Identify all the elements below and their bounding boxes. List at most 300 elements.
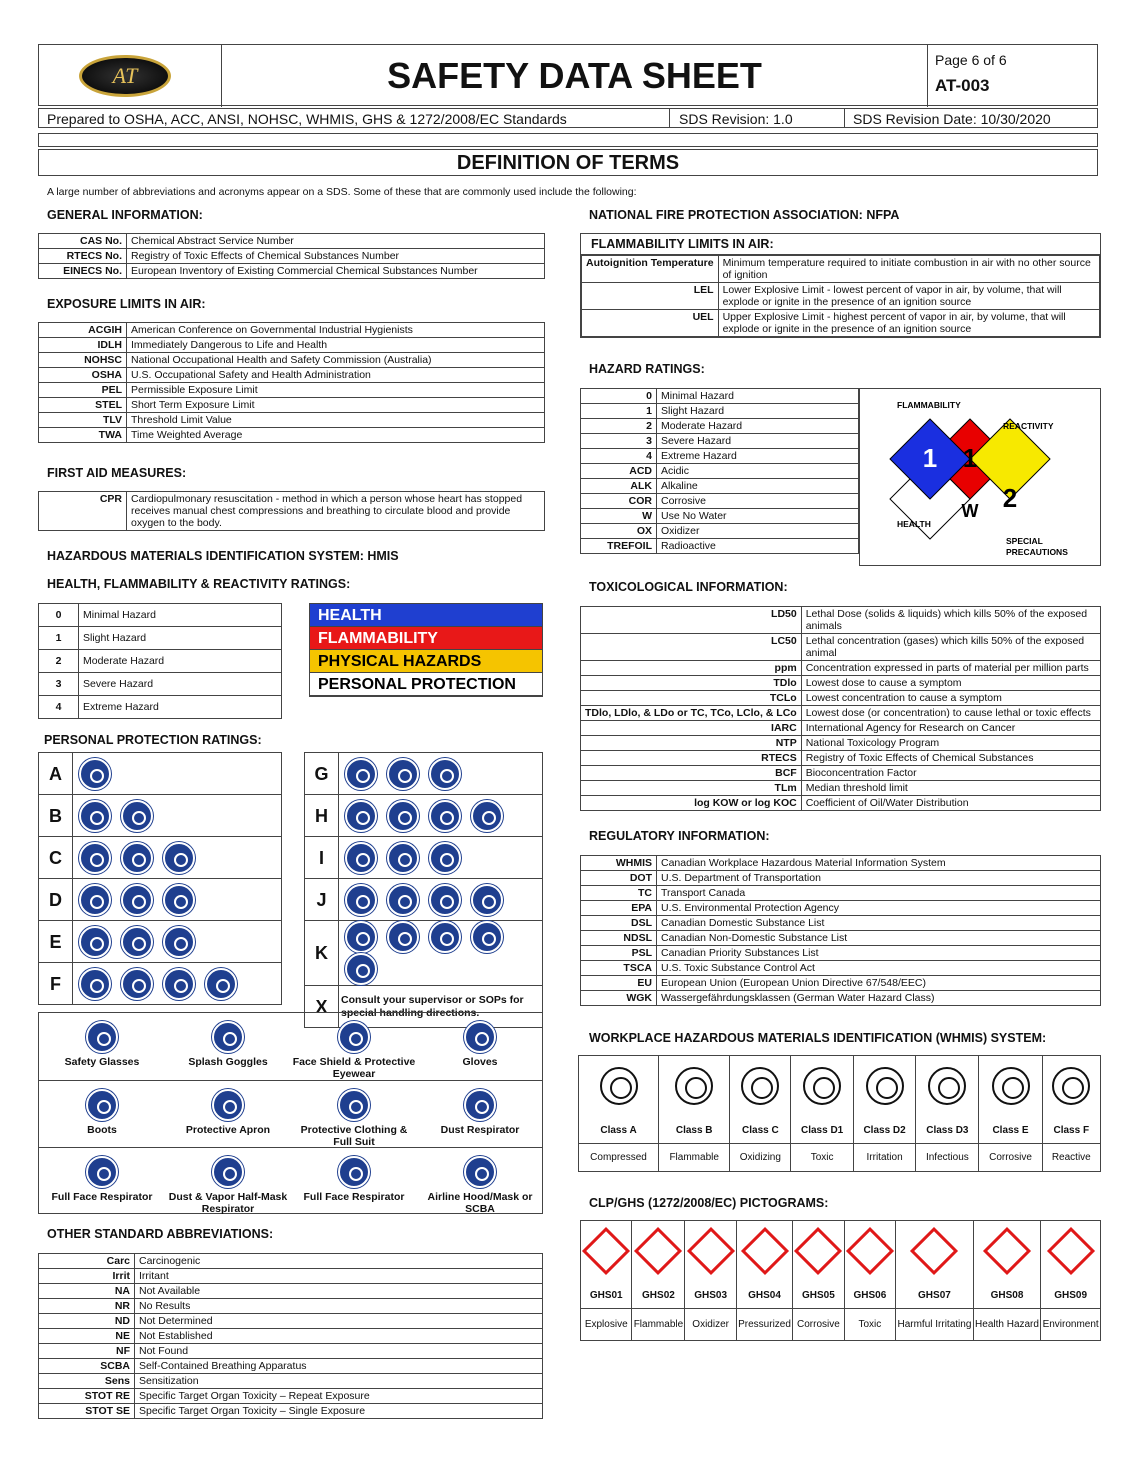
term-key: EINECS No. (39, 264, 127, 279)
term-key: LEL (582, 283, 719, 310)
ppe-icon (345, 921, 377, 953)
term-definition: U.S. Occupational Safety and Health Administration (127, 368, 545, 383)
rating-label: Slight Hazard (79, 627, 282, 650)
ppe-legend-label: Protective Apron (185, 1124, 271, 1136)
ppe-icon (338, 1156, 370, 1188)
term-key: NE (39, 1329, 135, 1344)
ppe-icon (338, 1021, 370, 1053)
table-row (581, 479, 859, 494)
term-key: COR (581, 494, 657, 509)
ppe-letter: J (305, 879, 339, 921)
term-key: PSL (581, 946, 657, 961)
standards-text: Prepared to OSHA, ACC, ANSI, NOHSC, WHMIS, GHS & 1272/2008/EC Standards (47, 111, 567, 127)
term-key: 1 (581, 404, 657, 419)
ppe-icon (345, 842, 377, 874)
ppe-legend-item (417, 1013, 543, 1080)
reg-table (580, 855, 1101, 1006)
ppe-right-table (304, 752, 543, 1028)
ghs-code: GHS02 (632, 1285, 685, 1309)
term-key: ALK (581, 479, 657, 494)
whmis-class: Class E (979, 1120, 1042, 1144)
ppe-icon (121, 842, 153, 874)
nfpa-flammability-label: FLAMMABILITY (897, 400, 961, 410)
ppe-letter: K (305, 921, 339, 986)
table-row (581, 961, 1101, 976)
ppe-row (305, 921, 543, 986)
ppe-legend-item (291, 1147, 417, 1214)
ppe-icons (339, 837, 543, 879)
sds-revision: SDS Revision: 1.0 (679, 111, 793, 127)
table-row (39, 368, 545, 383)
table-row (39, 383, 545, 398)
whmis-class: Class D3 (916, 1120, 979, 1144)
term-key: 4 (581, 449, 657, 464)
ppe-letter: B (39, 795, 73, 837)
whmis-desc: Oxidizing (730, 1144, 791, 1172)
term-definition: Permissible Exposure Limit (127, 383, 545, 398)
term-definition: Cardiopulmonary resuscitation - method in which a person whose heart has stopped receives manual chest compressions and breathing to circulate blood and provide oxygen to the body. (127, 492, 545, 531)
ppe-left-table (38, 752, 282, 1005)
hazard-title: HAZARD RATINGS: (589, 362, 705, 376)
ppe-icon (464, 1089, 496, 1121)
whmis-class: Class D1 (791, 1120, 853, 1144)
table-row (581, 607, 1101, 634)
term-definition: Severe Hazard (657, 434, 859, 449)
term-definition: Minimal Hazard (657, 389, 859, 404)
ppe-letter: E (39, 921, 73, 963)
whmis-table (578, 1055, 1101, 1172)
ppe-icons (339, 921, 543, 986)
term-definition: Canadian Workplace Hazardous Material Information System (657, 856, 1101, 871)
ppe-letter: A (39, 753, 73, 795)
ppe-legend-item (39, 1013, 165, 1080)
term-key: NF (39, 1344, 135, 1359)
ppe-icon (79, 800, 111, 832)
ppe-icon (387, 884, 419, 916)
hmis-bar: FLAMMABILITY (310, 627, 542, 650)
ppe-letter: D (39, 879, 73, 921)
table-row (581, 871, 1101, 886)
table-row (581, 464, 859, 479)
table-row (39, 627, 282, 650)
term-definition: National Toxicology Program (801, 736, 1100, 751)
table-row (39, 650, 282, 673)
table-row (581, 796, 1101, 811)
term-key: NDSL (581, 931, 657, 946)
standards-bar (38, 108, 1098, 128)
table-row (39, 1254, 543, 1269)
term-definition: Specific Target Organ Toxicity – Single Exposure (135, 1404, 543, 1419)
term-definition: Upper Explosive Limit - highest percent of vapor in air, by volume, that will explode or ignite in the presence of an ignition source (718, 310, 1099, 337)
whmis-desc: Infectious (916, 1144, 979, 1172)
ppe-icons (339, 753, 543, 795)
term-key: Sens (39, 1374, 135, 1389)
ppe-legend-label: Airline Hood/Mask or SCBA (427, 1191, 533, 1215)
term-definition: Oxidizer (657, 524, 859, 539)
table-row (39, 1374, 543, 1389)
rating-label: Extreme Hazard (79, 696, 282, 719)
ghs-desc: Oxidizer (685, 1309, 736, 1341)
whmis-class: Class A (579, 1120, 659, 1144)
term-key: CAS No. (39, 234, 127, 249)
term-key: TREFOIL (581, 539, 657, 554)
page-number: Page 6 of 6 (935, 52, 1007, 68)
ghs-code: GHS03 (685, 1285, 736, 1309)
term-definition: Lowest dose (or concentration) to cause lethal or toxic effects (801, 706, 1100, 721)
table-row (581, 856, 1101, 871)
term-key: ACGIH (39, 323, 127, 338)
term-definition: U.S. Toxic Substance Control Act (657, 961, 1101, 976)
intro-text: A large number of abbreviations and acronyms appear on a SDS. Some of these that are commonly used include the following: (47, 186, 637, 198)
ghs-pictogram (846, 1227, 894, 1275)
term-definition: National Occupational Health and Safety Commission (Australia) (127, 353, 545, 368)
ppe-icon (429, 800, 461, 832)
term-key: NTP (581, 736, 802, 751)
ghs-pictogram (794, 1227, 842, 1275)
ppe-row (39, 963, 282, 1005)
ppe-icon (387, 921, 419, 953)
term-key: STEL (39, 398, 127, 413)
ppe-legend-item (291, 1013, 417, 1080)
ghs-code: GHS09 (1041, 1285, 1101, 1309)
table-row (39, 1314, 543, 1329)
term-definition: Median threshold limit (801, 781, 1100, 796)
nfpa-special-label: SPECIAL PRECAUTIONS (1006, 536, 1068, 557)
table-row (39, 234, 545, 249)
table-row (581, 931, 1101, 946)
ppe-icon (86, 1021, 118, 1053)
term-key: ACD (581, 464, 657, 479)
term-definition: Lethal concentration (gases) which kills 50% of the exposed animal (801, 634, 1100, 661)
term-key: DSL (581, 916, 657, 931)
ppe-icon (163, 968, 195, 1000)
header-box (38, 44, 1098, 106)
table-row (39, 1404, 543, 1419)
table-row (581, 494, 859, 509)
ppe-legend-label: Safety Glasses (64, 1056, 140, 1068)
table-row (39, 413, 545, 428)
term-definition: European Inventory of Existing Commercial Chemical Substances Number (127, 264, 545, 279)
flam-box (580, 233, 1101, 338)
table-row (581, 751, 1101, 766)
ghs-code: GHS05 (793, 1285, 844, 1309)
ppe-icon (163, 926, 195, 958)
ghs-pictogram (634, 1227, 682, 1275)
term-key: SCBA (39, 1359, 135, 1374)
nfpa-diamond-box (859, 388, 1101, 566)
flam-table (581, 255, 1100, 337)
ghs-code: GHS07 (896, 1285, 974, 1309)
ppe-icon (79, 926, 111, 958)
term-key: NR (39, 1299, 135, 1314)
ppe-legend-label: Full Face Respirator (303, 1191, 405, 1203)
term-key: 0 (581, 389, 657, 404)
term-definition: Bioconcentration Factor (801, 766, 1100, 781)
ppe-legend (38, 1012, 543, 1214)
table-row (581, 886, 1101, 901)
firstaid-title: FIRST AID MEASURES: (47, 466, 187, 480)
ppe-icon (86, 1089, 118, 1121)
rating-value: 3 (39, 673, 79, 696)
term-key: Carc (39, 1254, 135, 1269)
term-definition: Slight Hazard (657, 404, 859, 419)
term-definition: Lowest concentration to cause a symptom (801, 691, 1100, 706)
ppe-row (305, 879, 543, 921)
rating-value: 4 (39, 696, 79, 719)
term-key: ND (39, 1314, 135, 1329)
table-row (579, 1056, 1101, 1120)
term-key: ppm (581, 661, 802, 676)
term-key: OX (581, 524, 657, 539)
term-definition: Coefficient of Oil/Water Distribution (801, 796, 1100, 811)
table-row (39, 1269, 543, 1284)
table-row (579, 1144, 1101, 1172)
term-key: log KOW or log KOC (581, 796, 802, 811)
ppe-row (305, 795, 543, 837)
ghs-pictogram (582, 1227, 630, 1275)
ppe-icon (387, 842, 419, 874)
ppe-legend-item (291, 1080, 417, 1147)
ghs-pictogram (910, 1227, 958, 1275)
ghs-table (580, 1220, 1101, 1341)
term-definition: Transport Canada (657, 886, 1101, 901)
ppe-legend-item (165, 1080, 291, 1147)
ghs-desc: Environment (1041, 1309, 1101, 1341)
term-key: WHMIS (581, 856, 657, 871)
term-definition: Irritant (135, 1269, 543, 1284)
ppe-icon (79, 968, 111, 1000)
term-key: OSHA (39, 368, 127, 383)
term-definition: Not Found (135, 1344, 543, 1359)
ppe-icons (73, 837, 282, 879)
nfpa-yellow-number: 2 (1002, 483, 1018, 513)
table-row (39, 1284, 543, 1299)
ppe-x-text: Consult your supervisor or SOPs for special handling directions. (339, 986, 543, 1028)
whmis-class: Class C (730, 1120, 791, 1144)
ppe-icon (387, 758, 419, 790)
hmis-bar: PERSONAL PROTECTION (310, 673, 542, 696)
ppe-icon (429, 921, 461, 953)
term-key: LD50 (581, 607, 802, 634)
term-definition: Radioactive (657, 539, 859, 554)
term-key: TCLo (581, 691, 802, 706)
ghs-pictogram (740, 1227, 788, 1275)
table-row (581, 634, 1101, 661)
ppe-icon (121, 884, 153, 916)
ghs-desc: Corrosive (793, 1309, 844, 1341)
table-row (39, 264, 545, 279)
table-row (39, 1389, 543, 1404)
ppe-legend-item (417, 1147, 543, 1214)
term-key: TWA (39, 428, 127, 443)
ppe-icons (339, 795, 543, 837)
doc-id: AT-003 (935, 76, 990, 95)
whmis-class: Class D2 (853, 1120, 915, 1144)
whmis-class: Class F (1042, 1120, 1100, 1144)
reg-title: REGULATORY INFORMATION: (589, 829, 770, 843)
term-definition: Lowest dose to cause a symptom (801, 676, 1100, 691)
table-row (582, 256, 1100, 283)
table-row (582, 310, 1100, 337)
table-row (39, 398, 545, 413)
ppe-row (39, 753, 282, 795)
term-key: UEL (582, 310, 719, 337)
ppe-icons (73, 879, 282, 921)
ghs-code: GHS08 (973, 1285, 1041, 1309)
term-key: TC (581, 886, 657, 901)
term-definition: Registry of Toxic Effects of Chemical Substances Number (127, 249, 545, 264)
term-definition: Chemical Abstract Service Number (127, 234, 545, 249)
term-key: CPR (39, 492, 127, 531)
term-definition: Immediately Dangerous to Life and Health (127, 338, 545, 353)
table-row (579, 1120, 1101, 1144)
term-definition: Sensitization (135, 1374, 543, 1389)
ppe-icon (429, 842, 461, 874)
whmis-desc: Toxic (791, 1144, 853, 1172)
whmis-symbol (675, 1067, 713, 1105)
whmis-title: WORKPLACE HAZARDOUS MATERIALS IDENTIFICATION (WHMIS) SYSTEM: (589, 1031, 1047, 1045)
ppe-icon (471, 921, 503, 953)
ppe-row (39, 879, 282, 921)
ppe-icon (464, 1156, 496, 1188)
term-definition: Carcinogenic (135, 1254, 543, 1269)
table-row (581, 524, 859, 539)
sds-revision-date: SDS Revision Date: 10/30/2020 (853, 111, 1051, 127)
whmis-symbol (928, 1067, 966, 1105)
term-definition: Use No Water (657, 509, 859, 524)
section-title: DEFINITION OF TERMS (38, 149, 1098, 176)
nfpa-blue-number: 1 (922, 443, 938, 473)
term-key: STOT RE (39, 1389, 135, 1404)
ppe-icons (73, 795, 282, 837)
ghs-pictogram (1047, 1227, 1095, 1275)
rating-value: 2 (39, 650, 79, 673)
page-title: SAFETY DATA SHEET (387, 55, 762, 96)
ppe-row (305, 753, 543, 795)
ppe-legend-item (165, 1147, 291, 1214)
whmis-symbol (803, 1067, 841, 1105)
table-row (39, 673, 282, 696)
exposure-table (38, 322, 545, 443)
logo: AT (79, 55, 171, 97)
table-row (39, 1299, 543, 1314)
ppe-icon (338, 1089, 370, 1121)
term-key: NOHSC (39, 353, 127, 368)
ppe-letter: F (39, 963, 73, 1005)
table-row (39, 492, 545, 531)
table-row (581, 691, 1101, 706)
table-row (581, 449, 859, 464)
term-key: RTECS (581, 751, 802, 766)
ppe-row (39, 795, 282, 837)
ppe-icon (345, 758, 377, 790)
ppe-icon (79, 758, 111, 790)
term-key: NA (39, 1284, 135, 1299)
term-definition: Self-Contained Breathing Apparatus (135, 1359, 543, 1374)
ppe-letter: C (39, 837, 73, 879)
term-key: DOT (581, 871, 657, 886)
term-definition: Minimum temperature required to initiate combustion in air with no other source of ignition (718, 256, 1099, 283)
term-definition: Lethal Dose (solids & liquids) which kills 50% of the exposed animals (801, 607, 1100, 634)
ppe-icon (345, 953, 377, 985)
term-key: TSCA (581, 961, 657, 976)
rating-label: Severe Hazard (79, 673, 282, 696)
table-row (581, 1285, 1101, 1309)
tox-title: TOXICOLOGICAL INFORMATION: (589, 580, 788, 594)
general-table (38, 233, 545, 279)
ppe-icon (212, 1089, 244, 1121)
whmis-symbol (866, 1067, 904, 1105)
rating-label: Minimal Hazard (79, 604, 282, 627)
table-row (581, 781, 1101, 796)
whmis-desc: Compressed (579, 1144, 659, 1172)
term-definition: Acidic (657, 464, 859, 479)
term-key: STOT SE (39, 1404, 135, 1419)
ppe-icon (79, 884, 111, 916)
term-key: BCF (581, 766, 802, 781)
ppe-row (305, 837, 543, 879)
term-definition: Not Available (135, 1284, 543, 1299)
ppe-letter: H (305, 795, 339, 837)
ppe-icon (387, 800, 419, 832)
ppe-icon (163, 842, 195, 874)
term-key: TDlo, LDlo, & LDo or TC, TCo, LClo, & LCo (581, 706, 802, 721)
term-key: W (581, 509, 657, 524)
whmis-class: Class B (659, 1120, 730, 1144)
ppe-icon (471, 800, 503, 832)
ppe-icon (205, 968, 237, 1000)
nfpa-title: NATIONAL FIRE PROTECTION ASSOCIATION: NFPA (589, 208, 900, 222)
term-definition: Wassergefährdungsklassen (German Water Hazard Class) (657, 991, 1101, 1006)
nfpa-health-label: HEALTH (897, 519, 931, 529)
table-row (581, 539, 859, 554)
term-definition: Extreme Hazard (657, 449, 859, 464)
rating-label: Moderate Hazard (79, 650, 282, 673)
table-row (581, 901, 1101, 916)
term-definition: International Agency for Research on Cancer (801, 721, 1100, 736)
hazard-table (580, 388, 859, 554)
ppe-icon (121, 926, 153, 958)
table-row (581, 916, 1101, 931)
ppe-legend-item (417, 1080, 543, 1147)
ppe-legend-label: Dust & Vapor Half-Mask Respirator (168, 1191, 288, 1215)
table-row (581, 419, 859, 434)
nfpa-white-symbol: W (961, 501, 979, 521)
table-row (39, 1329, 543, 1344)
table-row (39, 604, 282, 627)
term-key: TLm (581, 781, 802, 796)
term-definition: Specific Target Organ Toxicity – Repeat Exposure (135, 1389, 543, 1404)
table-row (39, 249, 545, 264)
ppe-icon (345, 800, 377, 832)
term-definition: Canadian Non-Domestic Substance List (657, 931, 1101, 946)
ghs-pictogram (983, 1227, 1031, 1275)
whmis-desc: Corrosive (979, 1144, 1042, 1172)
ppe-legend-label: Full Face Respirator (51, 1191, 153, 1203)
term-definition: Short Term Exposure Limit (127, 398, 545, 413)
ppe-letter: G (305, 753, 339, 795)
table-row (581, 706, 1101, 721)
term-key: WGK (581, 991, 657, 1006)
table-row (581, 676, 1101, 691)
ppe-legend-label: Splash Goggles (188, 1056, 268, 1068)
term-key: Autoignition Temperature (582, 256, 719, 283)
ppe-legend-label: Protective Clothing & Full Suit (300, 1124, 408, 1148)
hmis-table (38, 603, 282, 719)
ppe-letter: X (305, 986, 339, 1028)
term-definition: U.S. Department of Transportation (657, 871, 1101, 886)
ghs-code: GHS01 (581, 1285, 632, 1309)
